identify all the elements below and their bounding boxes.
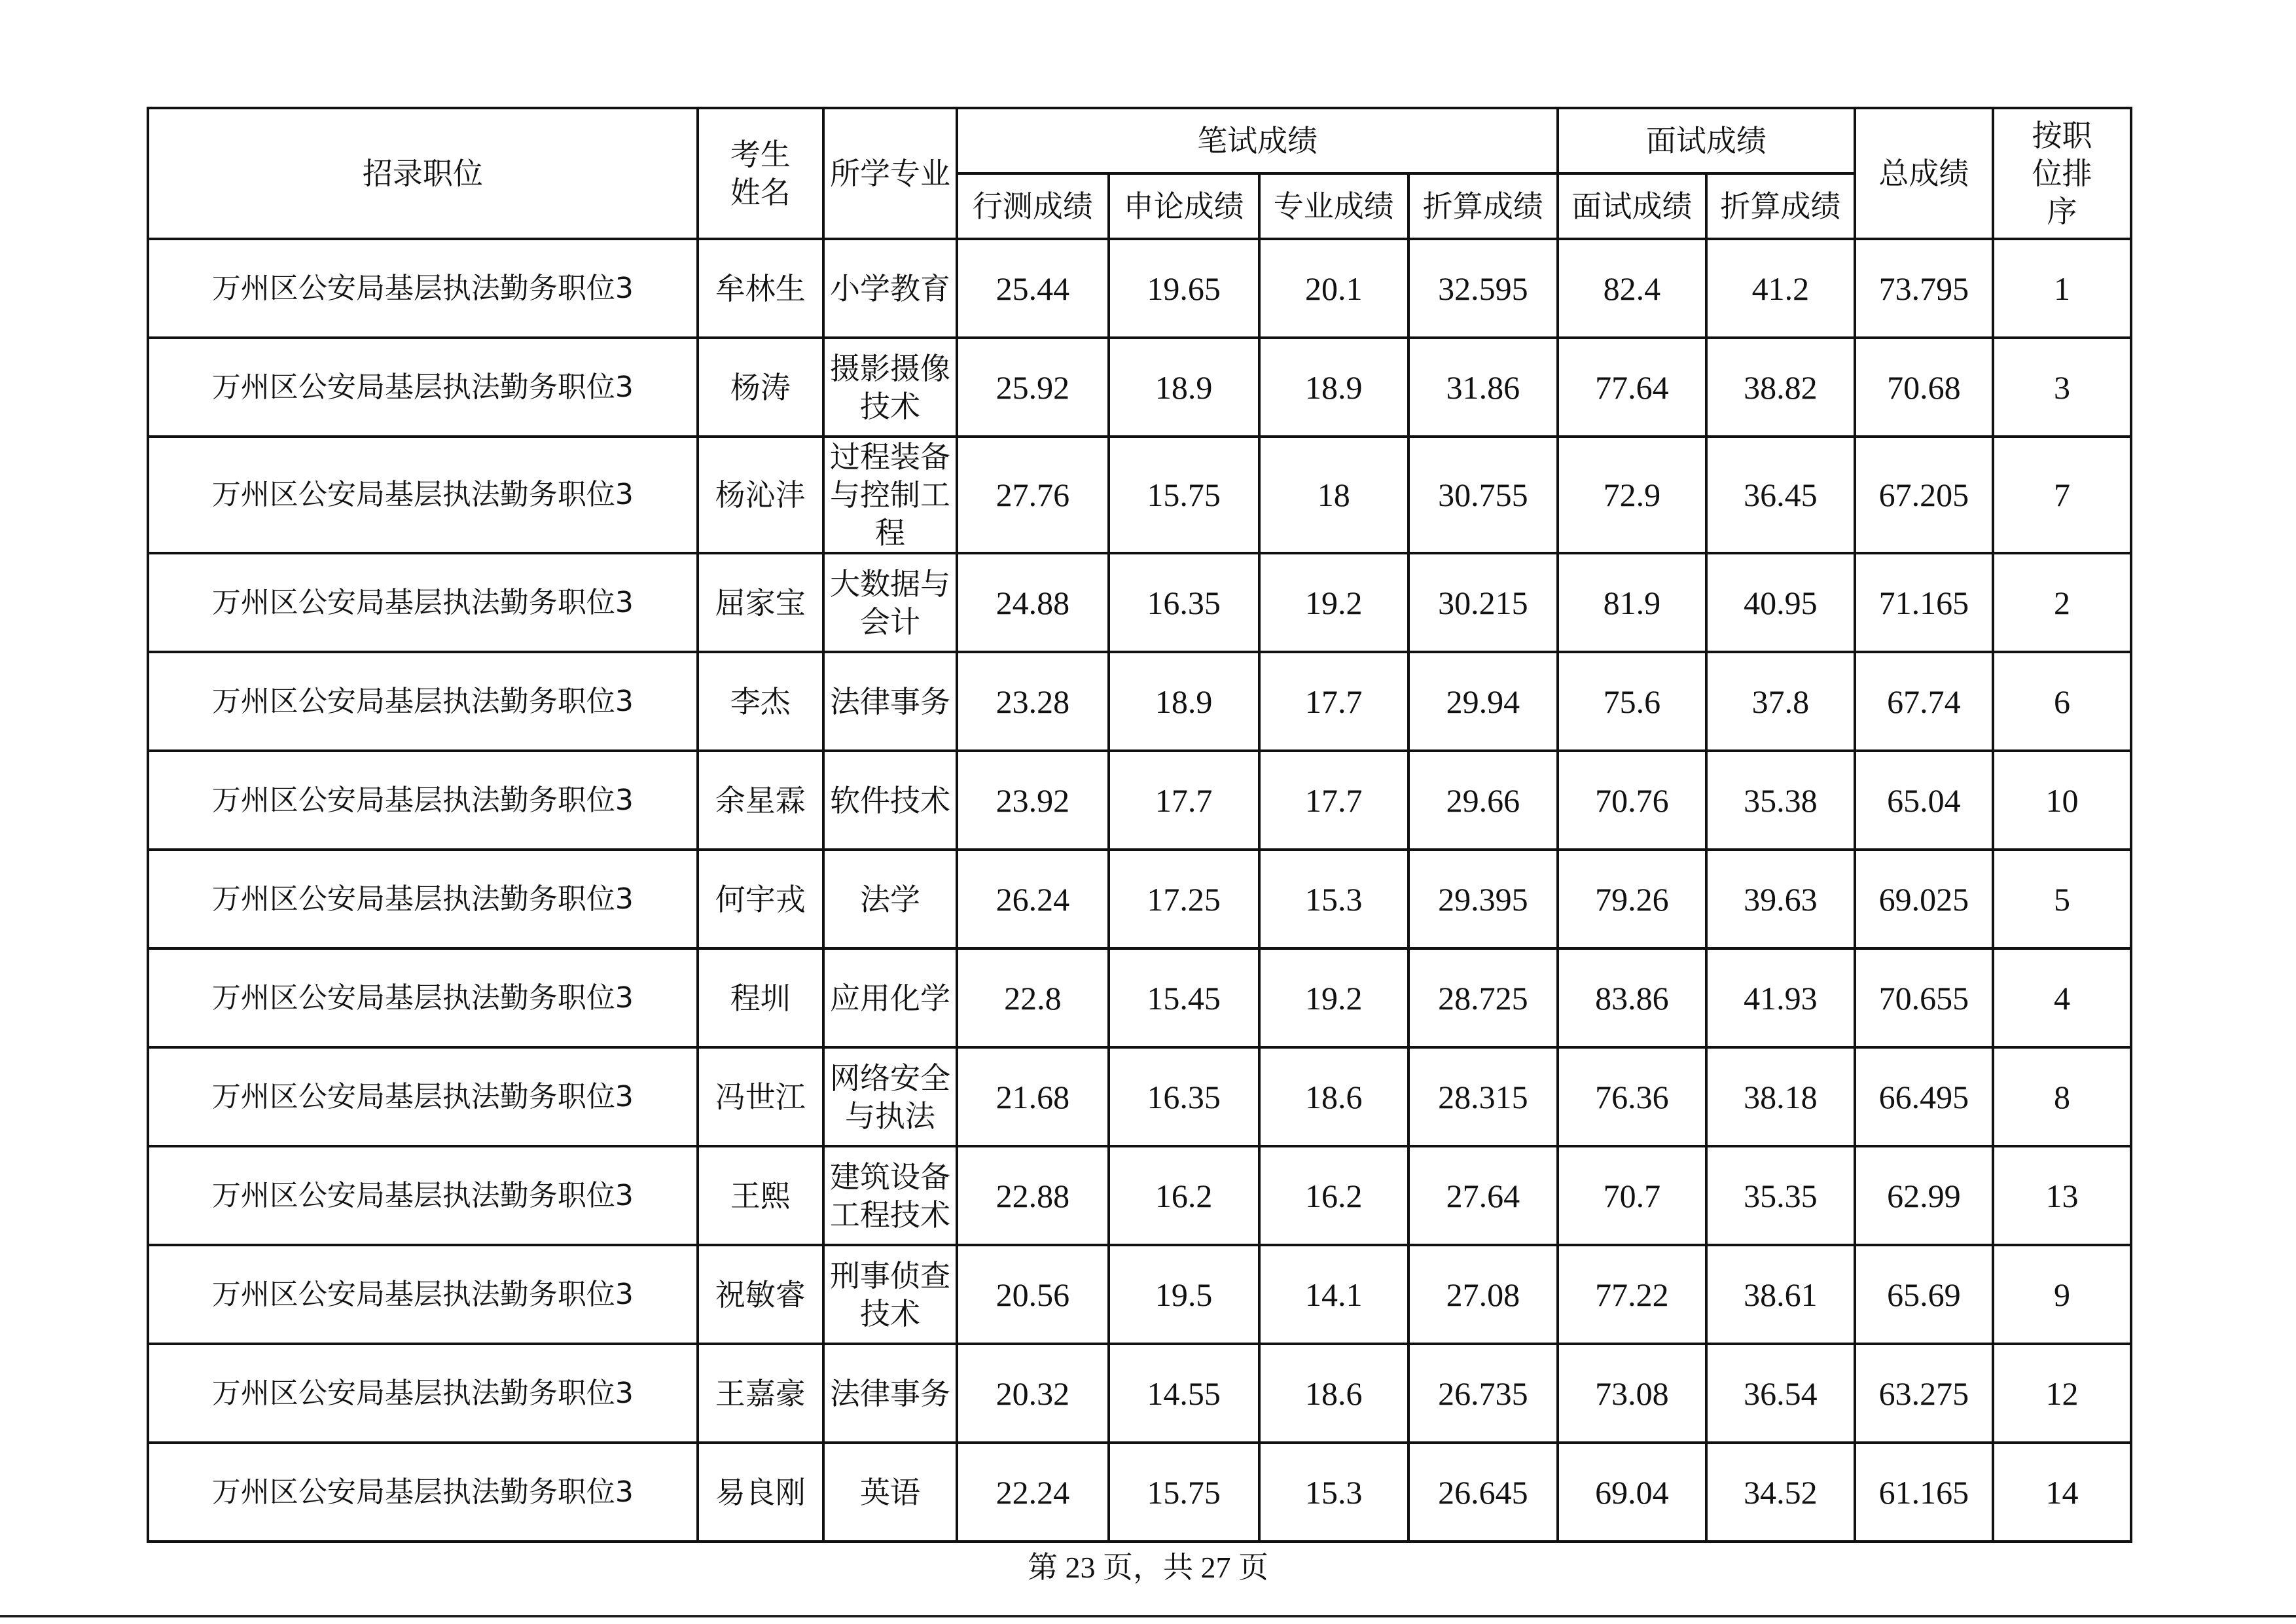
cell-name: 程圳	[698, 948, 823, 1047]
cell-position: 万州区公安局基层执法勤务职位3	[148, 553, 698, 652]
cell-written-converted: 32.595	[1408, 239, 1558, 338]
cell-interview-converted: 41.2	[1706, 239, 1855, 338]
table-row	[148, 1443, 2131, 1542]
cell-interview-score: 83.86	[1558, 948, 1706, 1047]
cell-name: 王熙	[698, 1146, 823, 1245]
cell-rank: 2	[1993, 553, 2131, 652]
cell-interview-converted: 39.63	[1706, 850, 1855, 948]
table-row	[148, 652, 2131, 751]
cell-position: 万州区公安局基层执法勤务职位3	[148, 1344, 698, 1443]
cell-name: 杨涛	[698, 338, 823, 437]
cell-shenlun: 15.75	[1109, 1443, 1259, 1542]
table-row	[148, 338, 2131, 437]
cell-total: 67.74	[1855, 652, 1993, 751]
cell-position: 万州区公安局基层执法勤务职位3	[148, 850, 698, 948]
cell-major: 法律事务	[823, 652, 958, 751]
cell-name: 杨沁沣	[698, 437, 823, 553]
header-interview-converted: 折算成绩	[1706, 173, 1855, 239]
cell-written-converted: 30.215	[1408, 553, 1558, 652]
header-interview-group: 面试成绩	[1558, 108, 1855, 173]
cell-position: 万州区公安局基层执法勤务职位3	[148, 1047, 698, 1146]
table-row	[148, 553, 2131, 652]
cell-rank: 7	[1993, 437, 2131, 553]
cell-position: 万州区公安局基层执法勤务职位3	[148, 1245, 698, 1344]
score-table	[147, 107, 2132, 1543]
cell-total: 69.025	[1855, 850, 1993, 948]
cell-total: 63.275	[1855, 1344, 1993, 1443]
cell-written-converted: 26.735	[1408, 1344, 1558, 1443]
cell-rank: 3	[1993, 338, 2131, 437]
cell-interview-converted: 38.18	[1706, 1047, 1855, 1146]
cell-position: 万州区公安局基层执法勤务职位3	[148, 948, 698, 1047]
cell-interview-score: 79.26	[1558, 850, 1706, 948]
cell-zhuanye: 19.2	[1259, 553, 1408, 652]
cell-interview-converted: 34.52	[1706, 1443, 1855, 1542]
cell-shenlun: 16.35	[1109, 1047, 1259, 1146]
cell-rank: 1	[1993, 239, 2131, 338]
table-row	[148, 1344, 2131, 1443]
cell-zhuanye: 18.9	[1259, 338, 1408, 437]
table-row	[148, 1047, 2131, 1146]
table-row	[148, 850, 2131, 948]
header-rank: 按职位排序	[1993, 108, 2131, 239]
cell-major: 法学	[823, 850, 958, 948]
cell-position: 万州区公安局基层执法勤务职位3	[148, 1146, 698, 1245]
cell-total: 61.165	[1855, 1443, 1993, 1542]
header-row-top	[148, 108, 2131, 173]
cell-major: 法律事务	[823, 1344, 958, 1443]
cell-name: 何宇戎	[698, 850, 823, 948]
cell-zhuanye: 18.6	[1259, 1047, 1408, 1146]
cell-xingce: 20.32	[957, 1344, 1108, 1443]
cell-written-converted: 26.645	[1408, 1443, 1558, 1542]
cell-major: 刑事侦查技术	[823, 1245, 958, 1344]
cell-interview-score: 69.04	[1558, 1443, 1706, 1542]
table-row	[148, 751, 2131, 850]
cell-name: 祝敏睿	[698, 1245, 823, 1344]
cell-shenlun: 18.9	[1109, 652, 1259, 751]
table-row	[148, 1245, 2131, 1344]
cell-rank: 8	[1993, 1047, 2131, 1146]
bottom-rule	[0, 1615, 2296, 1617]
table-row	[148, 239, 2131, 338]
cell-name: 余星霖	[698, 751, 823, 850]
header-zhuanye: 专业成绩	[1259, 173, 1408, 239]
cell-interview-converted: 36.54	[1706, 1344, 1855, 1443]
cell-zhuanye: 15.3	[1259, 850, 1408, 948]
cell-major: 软件技术	[823, 751, 958, 850]
cell-shenlun: 16.35	[1109, 553, 1259, 652]
cell-rank: 9	[1993, 1245, 2131, 1344]
cell-shenlun: 19.5	[1109, 1245, 1259, 1344]
cell-interview-converted: 35.35	[1706, 1146, 1855, 1245]
cell-zhuanye: 15.3	[1259, 1443, 1408, 1542]
cell-major: 应用化学	[823, 948, 958, 1047]
cell-shenlun: 19.65	[1109, 239, 1259, 338]
cell-xingce: 22.8	[957, 948, 1108, 1047]
cell-major: 小学教育	[823, 239, 958, 338]
cell-total: 73.795	[1855, 239, 1993, 338]
cell-interview-score: 82.4	[1558, 239, 1706, 338]
cell-total: 70.68	[1855, 338, 1993, 437]
cell-zhuanye: 14.1	[1259, 1245, 1408, 1344]
cell-name: 王嘉豪	[698, 1344, 823, 1443]
cell-interview-converted: 35.38	[1706, 751, 1855, 850]
table-row	[148, 948, 2131, 1047]
cell-interview-score: 77.64	[1558, 338, 1706, 437]
header-xingce: 行测成绩	[957, 173, 1108, 239]
cell-position: 万州区公安局基层执法勤务职位3	[148, 239, 698, 338]
cell-interview-converted: 38.82	[1706, 338, 1855, 437]
cell-interview-converted: 38.61	[1706, 1245, 1855, 1344]
cell-written-converted: 28.725	[1408, 948, 1558, 1047]
cell-shenlun: 16.2	[1109, 1146, 1259, 1245]
cell-zhuanye: 18.6	[1259, 1344, 1408, 1443]
cell-name: 屈家宝	[698, 553, 823, 652]
cell-written-converted: 29.66	[1408, 751, 1558, 850]
header-interview-score: 面试成绩	[1558, 173, 1706, 239]
cell-interview-converted: 40.95	[1706, 553, 1855, 652]
cell-written-converted: 27.08	[1408, 1245, 1558, 1344]
cell-shenlun: 17.25	[1109, 850, 1259, 948]
header-written-group: 笔试成绩	[957, 108, 1558, 173]
cell-xingce: 27.76	[957, 437, 1108, 553]
cell-xingce: 23.28	[957, 652, 1108, 751]
cell-position: 万州区公安局基层执法勤务职位3	[148, 1443, 698, 1542]
cell-zhuanye: 17.7	[1259, 751, 1408, 850]
cell-rank: 12	[1993, 1344, 2131, 1443]
cell-written-converted: 27.64	[1408, 1146, 1558, 1245]
table-body	[148, 239, 2131, 1542]
cell-shenlun: 14.55	[1109, 1344, 1259, 1443]
cell-total: 65.69	[1855, 1245, 1993, 1344]
cell-position: 万州区公安局基层执法勤务职位3	[148, 437, 698, 553]
cell-position: 万州区公安局基层执法勤务职位3	[148, 652, 698, 751]
cell-xingce: 21.68	[957, 1047, 1108, 1146]
cell-written-converted: 29.395	[1408, 850, 1558, 948]
cell-major: 过程装备与控制工程	[823, 437, 958, 553]
cell-rank: 13	[1993, 1146, 2131, 1245]
cell-total: 65.04	[1855, 751, 1993, 850]
cell-xingce: 22.24	[957, 1443, 1108, 1542]
cell-zhuanye: 16.2	[1259, 1146, 1408, 1245]
cell-rank: 5	[1993, 850, 2131, 948]
header-written-converted: 折算成绩	[1408, 173, 1558, 239]
table-row	[148, 437, 2131, 553]
cell-name: 冯世江	[698, 1047, 823, 1146]
cell-major: 大数据与会计	[823, 553, 958, 652]
cell-position: 万州区公安局基层执法勤务职位3	[148, 338, 698, 437]
cell-name: 易良刚	[698, 1443, 823, 1542]
cell-total: 71.165	[1855, 553, 1993, 652]
cell-xingce: 22.88	[957, 1146, 1108, 1245]
table-row	[148, 1146, 2131, 1245]
cell-zhuanye: 20.1	[1259, 239, 1408, 338]
cell-interview-converted: 36.45	[1706, 437, 1855, 553]
header-major: 所学专业	[823, 108, 958, 239]
cell-written-converted: 31.86	[1408, 338, 1558, 437]
cell-major: 网络安全与执法	[823, 1047, 958, 1146]
cell-xingce: 23.92	[957, 751, 1108, 850]
cell-major: 英语	[823, 1443, 958, 1542]
cell-total: 67.205	[1855, 437, 1993, 553]
cell-interview-score: 75.6	[1558, 652, 1706, 751]
cell-interview-score: 70.76	[1558, 751, 1706, 850]
header-total: 总成绩	[1855, 108, 1993, 239]
cell-total: 62.99	[1855, 1146, 1993, 1245]
page-footer: 第 23 页，共 27 页	[1028, 1551, 1268, 1584]
cell-shenlun: 18.9	[1109, 338, 1259, 437]
cell-name: 牟林生	[698, 239, 823, 338]
cell-xingce: 25.44	[957, 239, 1108, 338]
cell-xingce: 26.24	[957, 850, 1108, 948]
cell-interview-score: 73.08	[1558, 1344, 1706, 1443]
cell-name: 李杰	[698, 652, 823, 751]
cell-zhuanye: 18	[1259, 437, 1408, 553]
cell-rank: 6	[1993, 652, 2131, 751]
cell-interview-score: 70.7	[1558, 1146, 1706, 1245]
cell-rank: 10	[1993, 751, 2131, 850]
cell-interview-score: 81.9	[1558, 553, 1706, 652]
header-position: 招录职位	[148, 108, 698, 239]
cell-interview-score: 76.36	[1558, 1047, 1706, 1146]
cell-shenlun: 17.7	[1109, 751, 1259, 850]
cell-rank: 14	[1993, 1443, 2131, 1542]
cell-interview-score: 72.9	[1558, 437, 1706, 553]
cell-interview-converted: 37.8	[1706, 652, 1855, 751]
cell-shenlun: 15.45	[1109, 948, 1259, 1047]
cell-rank: 4	[1993, 948, 2131, 1047]
cell-shenlun: 15.75	[1109, 437, 1259, 553]
cell-xingce: 20.56	[957, 1245, 1108, 1344]
cell-xingce: 25.92	[957, 338, 1108, 437]
cell-written-converted: 28.315	[1408, 1047, 1558, 1146]
cell-zhuanye: 19.2	[1259, 948, 1408, 1047]
cell-major: 摄影摄像技术	[823, 338, 958, 437]
cell-written-converted: 30.755	[1408, 437, 1558, 553]
cell-written-converted: 29.94	[1408, 652, 1558, 751]
cell-interview-score: 77.22	[1558, 1245, 1706, 1344]
header-shenlun: 申论成绩	[1109, 173, 1259, 239]
cell-xingce: 24.88	[957, 553, 1108, 652]
cell-zhuanye: 17.7	[1259, 652, 1408, 751]
cell-interview-converted: 41.93	[1706, 948, 1855, 1047]
header-name: 考生姓名	[698, 108, 823, 239]
cell-total: 70.655	[1855, 948, 1993, 1047]
cell-major: 建筑设备工程技术	[823, 1146, 958, 1245]
cell-total: 66.495	[1855, 1047, 1993, 1146]
cell-position: 万州区公安局基层执法勤务职位3	[148, 751, 698, 850]
